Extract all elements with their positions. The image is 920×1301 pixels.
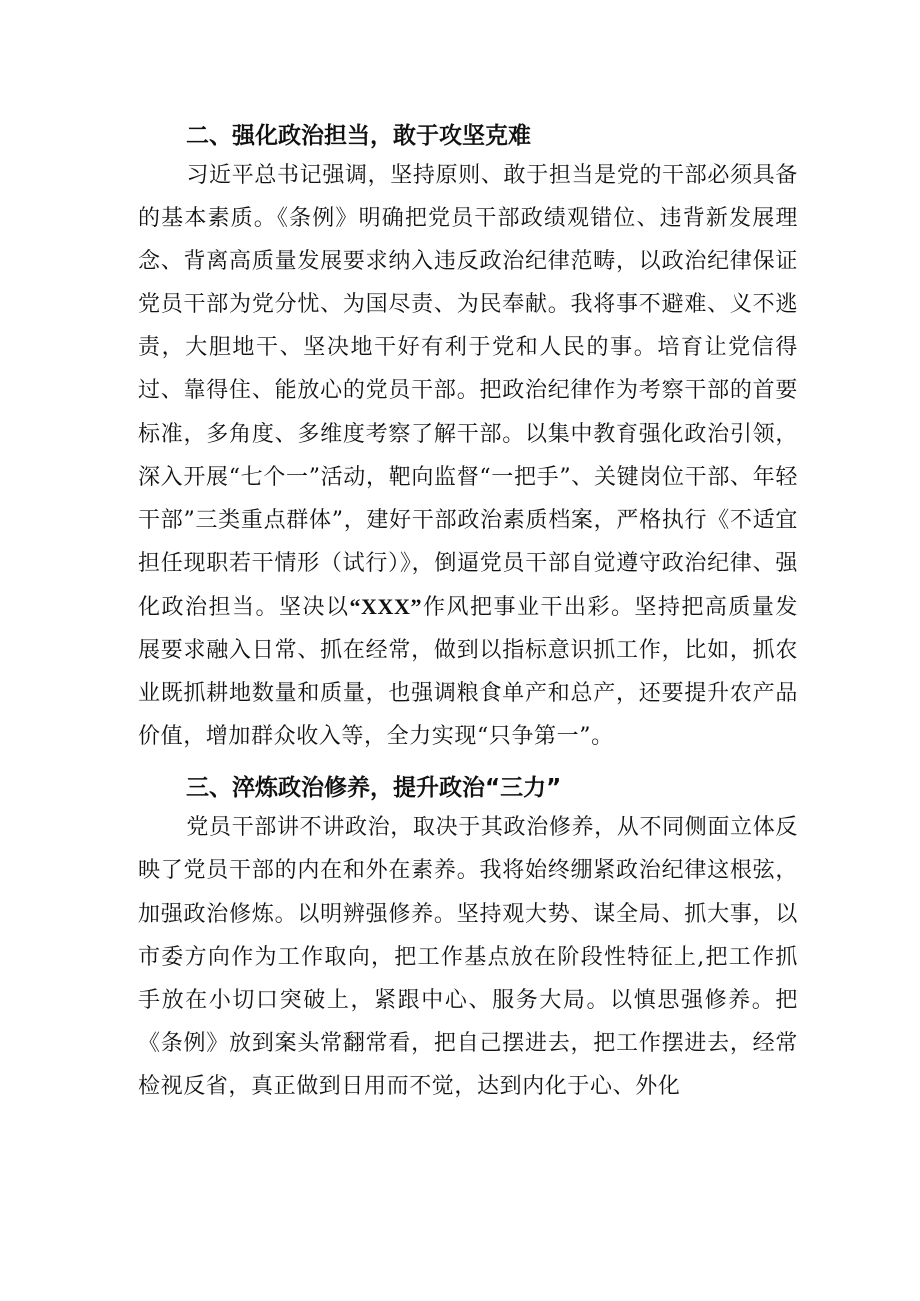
bold-quoted-term: “XXX”: [349, 593, 423, 619]
section-heading-2: 二、强化政治担当，敢于攻坚克难: [186, 123, 531, 149]
section-heading-3: 三、淬炼政治修养，提升政治“三力”: [186, 775, 562, 802]
document-body: [138, 118, 798, 1108]
paragraph-text-part2: 作风把事业干出彩。坚持把高质量发展要求融入日常、抓在经常，做到以指标意识抓工作，比如，抓农业既抓耕地数量和质量，也强调粮食单产和总产，还要提升农产品价值，增加群众收入等，全力实现“只争第一”。: [138, 594, 798, 750]
section-2-paragraph: [138, 154, 798, 758]
section-3-paragraph: 党员干部讲不讲政治，取决于其政治修养，从不同侧面立体反映了党员干部的内在和外在素养。我将始终绷紧政治纪律这根弦，加强政治修炼。以明辨强修养。坚持观大势、谋全局、抓大事，以市委方向作为工作取向，把工作基点放在阶段性特征上,把工作抓手放在小切口突破上，紧跟中心、服务大局。以慎思强修养。把《条例》放到案头常翻常看，把自己摆进去，把工作摆进去，经常检视反省，真正做到日用而不觉，达到内化于心、外化: [138, 815, 798, 1099]
paragraph-text-part1: 习近平总书记强调，坚持原则、敢于担当是党的干部必须具备的基本素质。《条例》明确把党员干部政绩观错位、违背新发展理念、背离高质量发展要求纳入违反政治纪律范畴，以政治纪律保证党员干部为党分忧、为国尽责、为民奉献。我将事不避难、义不逃责，大胆地干、坚决地干好有利于党和人民的事。培育让党信得过、靠得住、能放心的党员干部。把政治纪律作为考察干部的首要标准，多角度、多维度考察了解干部。以集中教育强化政治引领，深入开展“七个一”活动，靶向监督“一把手”、关键岗位干部、年轻干部”三类重点群体”，建好干部政治素质档案，严格执行《不适宜担任现职若干情形（试行）》，倒逼党员干部自觉遵守政治纪律、强化政治担当。坚决以: [138, 163, 798, 620]
